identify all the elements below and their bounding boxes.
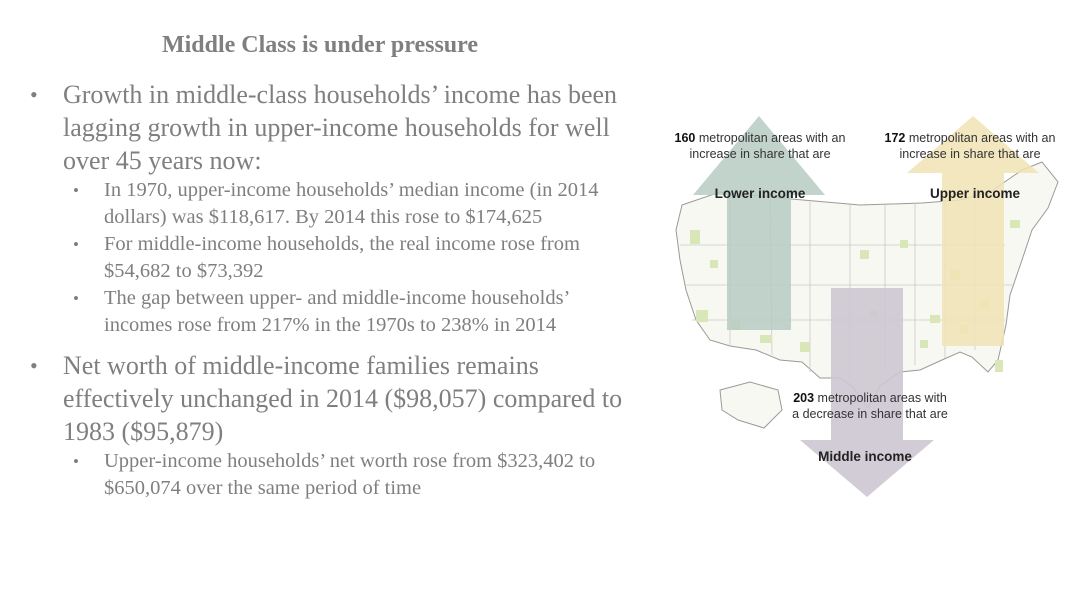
bullet-dot: • (73, 452, 79, 471)
sub-bullet-text: In 1970, upper-income households’ median income (in 2014 dollars) was $118,617. By 2014 this rose to $174,625 (104, 179, 599, 228)
bullet-dot: • (73, 289, 79, 308)
middle-caption-line1: metropolitan areas with (817, 391, 947, 405)
sub-bullet-income-gap (30, 285, 630, 339)
lower-caption-line2: increase in share that are (689, 147, 831, 161)
upper-count: 172 (884, 131, 906, 145)
bullet-dot: • (30, 82, 38, 107)
bullet-text: Growth in middle-class households’ income has been lagging growth in upper-income households for well over 45 years now: (63, 80, 618, 175)
sub-bullet-upper-income (30, 177, 630, 231)
middle-income-caption (770, 390, 970, 422)
bullet-net-worth (30, 349, 630, 448)
middle-count: 203 (793, 391, 815, 405)
sub-bullet-text: Upper-income households’ net worth rose from $323,402 to $650,074 over the same period of time (104, 450, 596, 499)
lower-income-caption (660, 130, 860, 162)
us-metro-income-map-figure (660, 110, 1070, 510)
lower-count: 160 (674, 131, 696, 145)
upper-caption-line2: increase in share that are (899, 147, 1041, 161)
sub-bullet-text: For middle-income households, the real income rose from $54,682 to $73,392 (104, 233, 580, 282)
middle-income-label: Middle income (818, 449, 912, 464)
lower-caption-line1: metropolitan areas with an (698, 131, 846, 145)
upper-income-label: Upper income (929, 186, 1021, 201)
slide-title: Middle Class is under pressure (161, 32, 479, 58)
bullet-list (30, 78, 630, 502)
lower-income-label: Lower income (714, 186, 806, 201)
sub-bullet-middle-income (30, 231, 630, 285)
bullet-dot: • (73, 181, 79, 200)
middle-caption-line2: a decrease in share that are (792, 407, 948, 421)
sub-bullet-upper-net-worth (30, 448, 630, 502)
bullet-dot: • (30, 353, 38, 378)
bullet-income-growth (30, 78, 630, 177)
bullet-text: Net worth of middle-income families remains effectively unchanged in 2014 ($98,057) compared to 1983 ($95,879) (63, 351, 623, 446)
upper-caption-line1: metropolitan areas with an (908, 131, 1056, 145)
sub-bullet-text: The gap between upper- and middle-income households’ incomes rose from 217% in the 1970s to 238% in 2014 (104, 287, 569, 336)
bullet-dot: • (73, 235, 79, 254)
upper-income-caption (870, 130, 1070, 162)
